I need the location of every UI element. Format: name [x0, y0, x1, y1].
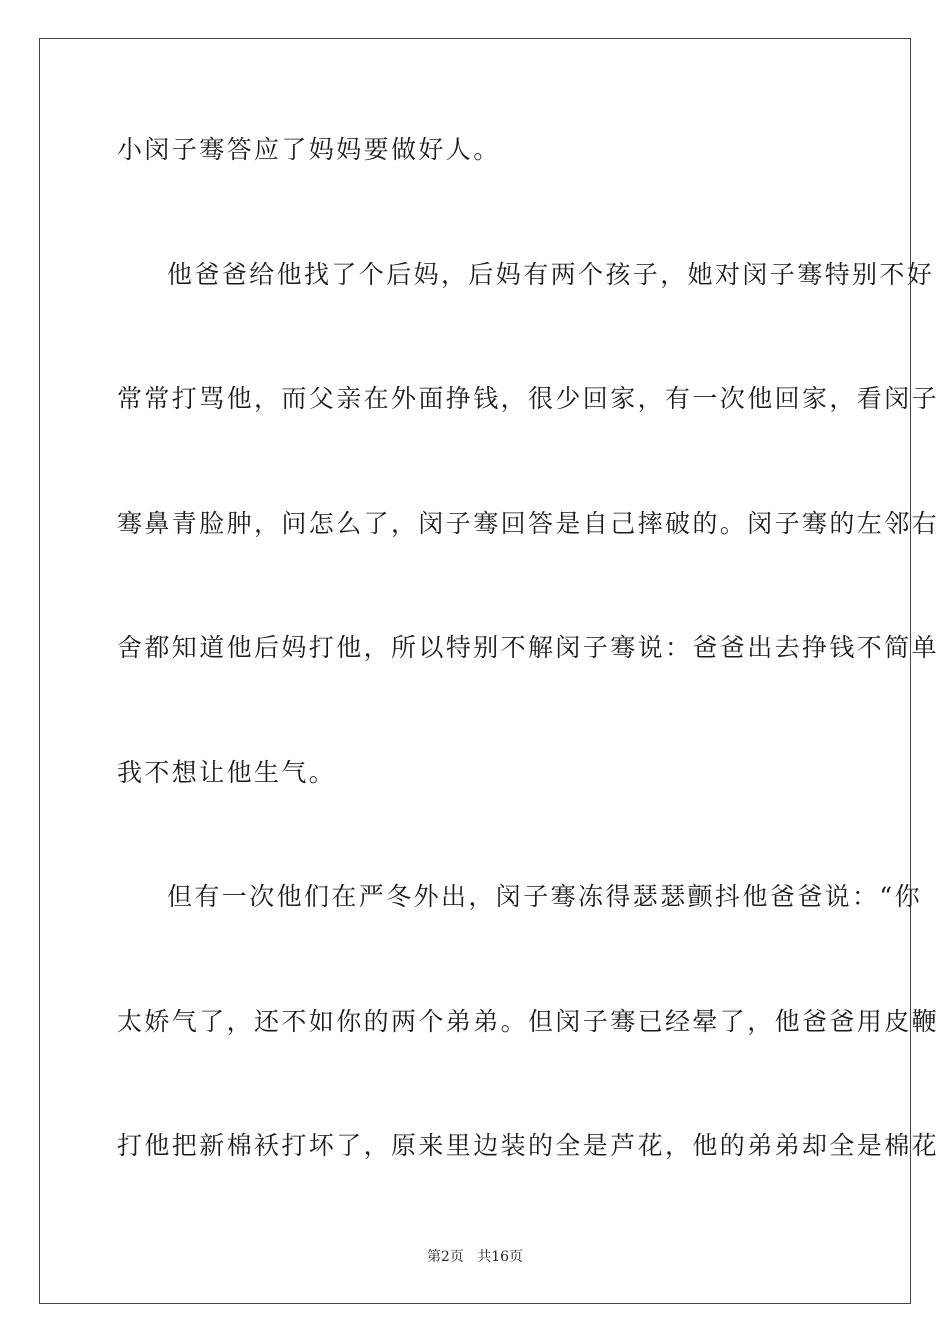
text-line-4: 骞鼻青脸肿，问怎么了，闵子骞回答是自己摔破的。闵子骞的左邻右 — [117, 509, 940, 538]
text-line-3: 常常打骂他，而父亲在外面挣钱，很少回家，有一次他回家，看闵子 — [117, 384, 940, 413]
page-border — [39, 38, 940, 1304]
text-line-5: 舍都知道他后妈打他，所以特别不解闵子骞说：爸爸出去挣钱不简单 — [117, 633, 940, 662]
paragraph-start-line-2: 他爸爸给他找了个后妈，后妈有两个孩子，她对闵子骞特别不好 — [167, 260, 935, 289]
text-line-6: 我不想让他生气。 — [117, 758, 337, 787]
page-total: 共16页 — [477, 1249, 524, 1265]
text-line-8: 太娇气了，还不如你的两个弟弟。但闵子骞已经晕了，他爸爸用皮鞭 — [117, 1007, 940, 1036]
paragraph-start-line-7: 但有一次他们在严冬外出，闵子骞冻得瑟瑟颤抖他爸爸说：“你 — [167, 882, 922, 911]
text-line-1: 小闵子骞答应了妈妈要做好人。 — [117, 135, 501, 164]
text-line-9: 打他把新棉袄打坏了，原来里边装的全是芦花，他的弟弟却全是棉花 — [117, 1131, 940, 1160]
page-number: 第2页 — [426, 1249, 464, 1265]
page-footer — [0, 1248, 950, 1266]
